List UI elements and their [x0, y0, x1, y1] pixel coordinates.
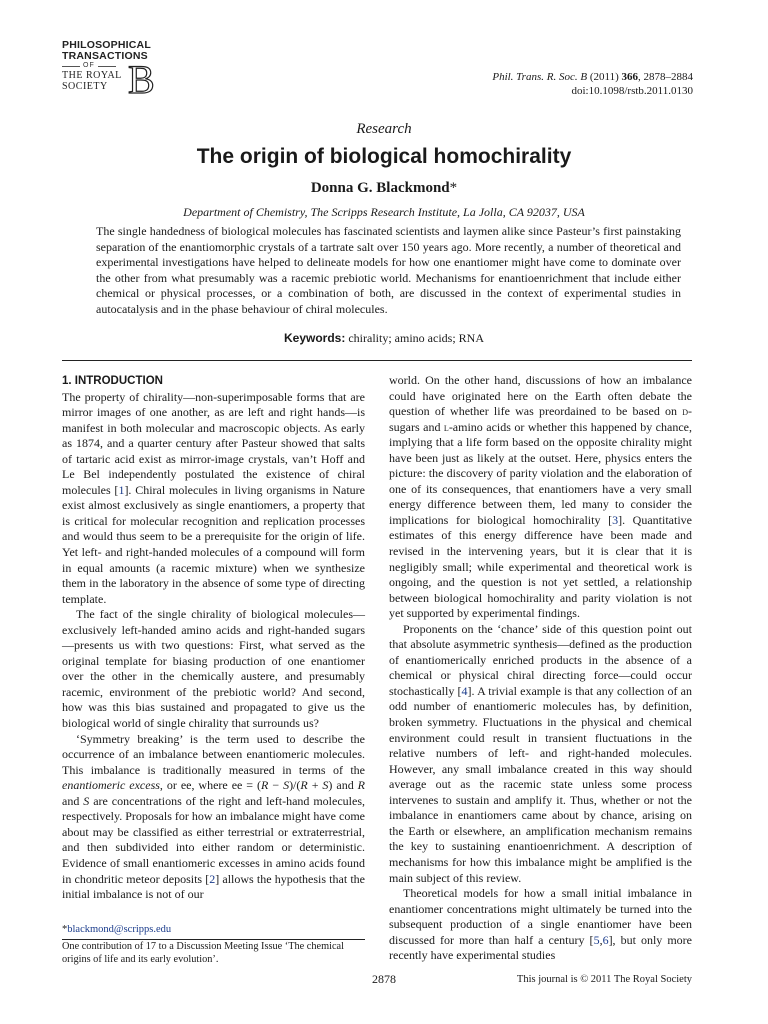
keywords	[0, 331, 768, 346]
page-number: 2878	[372, 972, 396, 986]
citation	[492, 70, 693, 98]
paragraph: world. On the other hand, discussions of how an imbalance could have originated here on the Earth often debate the question of whether life was preordained to be based on d-sugars and l-amino acids or whether this happened by chance, implying that a life form based on the opposite chirality might have been just as likely at the outset. Here, physics enters the picture: the discovery of parity violation and the elaboration of one of its consequences, that enantiomers have a very small energy difference between them, led many to consider the implications for biological homochirality [3]. Quantitative estimates of this energy difference have been made and revised in the intervening years, but it is clear that it is negligibly small; while experimental and theoretical work is ongoing, and the question is not yet settled, a relationship between biological homochirality and parity violation is not yet supported by experimental findings.	[389, 373, 693, 621]
logo-of: OF	[62, 62, 158, 70]
citation-line: Phil. Trans. R. Soc. B (2011) 366, 2878–2884	[492, 71, 693, 83]
abstract: The single handedness of biological molecules has fascinated scientists and laymen alike since Pasteur’s first painstaking separation of the enantiomorphic crystals of a tartrate salt over 150 years ago. More recently, a number of theoretical and experimental investigations have helped to delineate models for how one enantiomer might have come to dominate over the other from what presumably was a racemic prebiotic world. Mechanisms for enantioenrichment that include either chemical or physical processes, or a combination of both, are discussed in the context of experimental studies in autocatalysis and in the phase behaviour of chiral molecules.	[96, 224, 681, 316]
journal-name: Phil. Trans. R. Soc. B	[492, 71, 588, 83]
body-column-right	[389, 373, 692, 964]
paragraph: The fact of the single chirality of biological molecules—exclusively left-handed amino acids and right-handed sugars—presents us with two questions: First, what served as the original template for biasing production of one enantiomer over the other in the chemically austere, and presumably racemic, environment of the prebiotic world? And second, how was this bias sustained and propagated to give us the biological world of single chirality that surrounds us?	[62, 607, 365, 731]
footnote-mark: *	[62, 924, 68, 935]
footnote-text: One contribution of 17 to a Discussion Meeting Issue ‘The chemical origins of life and its early evolution’.	[62, 941, 344, 965]
author	[0, 180, 768, 197]
reference-link[interactable]: 2	[209, 871, 216, 886]
logo-line-philosophical: PHILOSOPHICAL	[62, 39, 151, 51]
footnote-email	[62, 924, 171, 935]
author-mark: *	[449, 180, 458, 196]
paragraph: Theoretical models for how a small initial imbalance in enantiomer concentrations might ultimately be turned into the subsequent production of a single enantiomer have been discussed for more than half a century [5,6], but only more recently have experimental studies	[389, 886, 693, 963]
paragraph: Proponents on the ‘chance’ side of this question point out that absolute asymmetric synthesis—defined as the production of enantiomerically enriched products in the absence of a chemical or physical chiral directing force—could occur stochastically [4]. A trivial example is that any collection of an odd number of enantiomeric molecules has, by definition, broken symmetry. Fluctuations in the physical and chemical environment could result in transient fluctuations in the relative numbers of left- and right-handed molecules. However, any small imbalance created in this way should average out as the racemic state unless some process intervenes to sustain and amplify it. Thus, whether or not the imbalance in enantiomers came about by chance, arising on the Earth or elsewhere, an amplification mechanism remains the key to sustaining enantioenrichment. A description of mechanisms for how this imbalance might be amplified is the main subject of this review.	[389, 621, 693, 885]
keywords-label: Keywords:	[284, 331, 346, 345]
section-heading: 1. INTRODUCTION	[62, 375, 163, 387]
logo-line-transactions: TRANSACTIONS	[62, 50, 148, 62]
paragraph: The property of chirality—non-superimposable forms that are mirror images of one another, as are left and right hands—is manifest in both molecular and macroscopic objects. As early as 1874, and a quarter century after Pasteur showed that salts of tartaric acid exist as mirror-image crystals, van’t Hoff and Le Bel independently postulated the existence of chiral molecules [1]. Chiral molecules in living organisms in Nature exist almost exclusively as single enantiomers, a property that is critical for molecular recognition and replication processes and would thus seem to be a prerequisite for the origin of life. Yet left- and right-handed molecules of a compound will form in equal amounts (a racemic mixture) when we synthesize them in the laboratory in the absence of some type of directing template.	[62, 389, 365, 606]
copyright: This journal is © 2011 The Royal Society	[516, 974, 692, 985]
section-label: Research	[356, 121, 412, 137]
reference-link[interactable]: 1	[118, 482, 125, 497]
paragraph: ‘Symmetry breaking’ is the term used to describe the occurrence of an imbalance between enantiomeric molecules. This imbalance is traditionally measured in terms of the enantiomeric excess, or ee, where ee = (R − S)/(R + S) and R and S are concentrations of the right and left-hand molecules, respectively. Proposals for how an imbalance might have come about may be classified as either terrestrial or extraterrestrial, and then subdivided into either random or deterministic. Evidence of small enantiomeric excesses in amino acids found in chondritic meteor deposits [2] allows the hypothesis that the initial imbalance is not of our	[62, 731, 365, 902]
citation-volume: 366	[621, 71, 638, 83]
section-heading-paragraph	[62, 373, 365, 390]
author-name: Donna G. Blackmond	[310, 180, 450, 196]
affiliation: Department of Chemistry, The Scripps Research Institute, La Jolla, CA 92037, USA	[183, 205, 585, 219]
body-column-left	[62, 373, 365, 903]
logo-line-the-royal: THE ROYAL	[62, 70, 122, 81]
footnote-divider	[62, 939, 365, 940]
article-title: The origin of biological homochirality	[196, 145, 572, 168]
keywords-text: chirality; amino acids; RNA	[348, 331, 484, 345]
reference-link[interactable]: 6	[602, 932, 609, 947]
logo-line-society: SOCIETY	[62, 81, 108, 92]
citation-pages: 2878–2884	[643, 71, 693, 83]
reference-link[interactable]: 4	[461, 683, 468, 698]
citation-year: (2011)	[589, 71, 619, 83]
logo-letter-b: B	[128, 57, 155, 102]
header-divider	[62, 360, 692, 361]
reference-link[interactable]: 3	[612, 512, 619, 527]
doi[interactable]: doi:10.1098/rstb.2011.0130	[571, 85, 693, 97]
email-link[interactable]: blackmond@scripps.edu	[67, 924, 172, 935]
reference-link[interactable]: 5	[593, 932, 600, 947]
journal-logo	[62, 39, 158, 102]
